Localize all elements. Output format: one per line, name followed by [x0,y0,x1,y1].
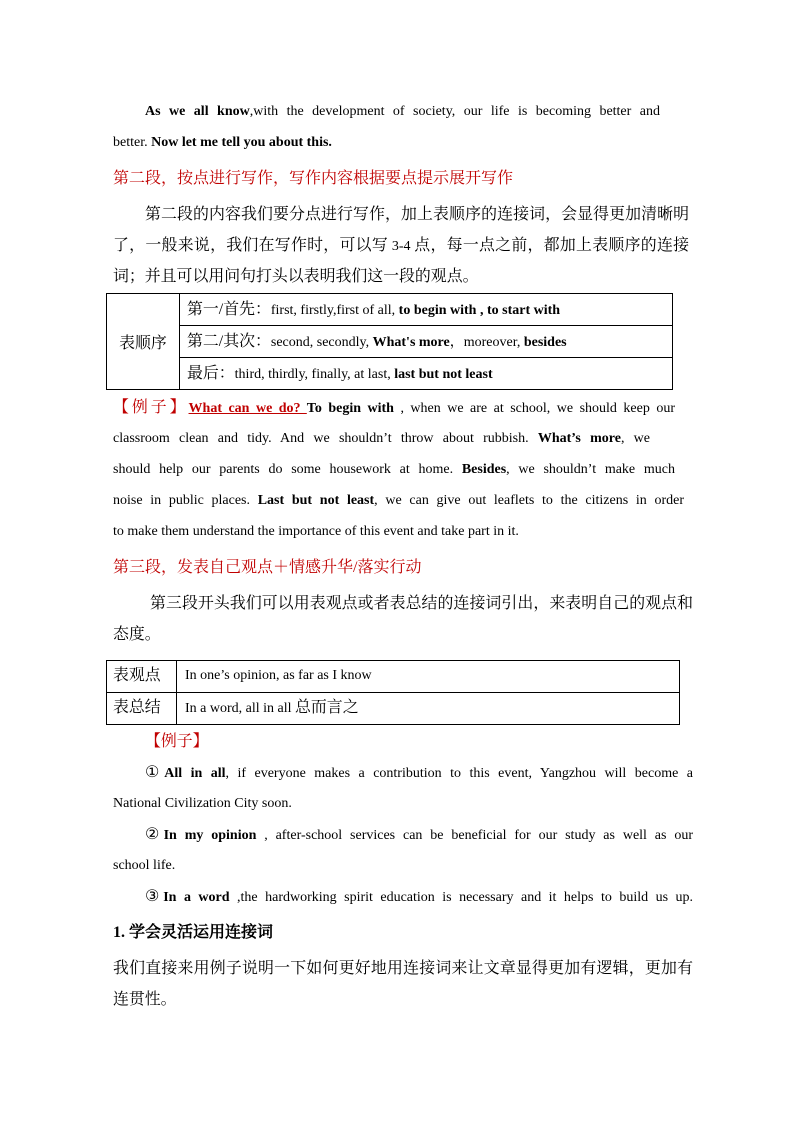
example-text: , when we are at school, we should keep our [393,400,675,416]
example-bold-connector: All in all [164,765,226,781]
order-row-last [180,357,672,389]
example-bold-connector: To begin with [306,400,394,416]
intro-line-2 [113,127,693,158]
section3-example-1-continued: National Civilization City soon. [113,795,292,811]
order-row-bold-words: last but not least [394,367,493,382]
example-bold-connector: What’s more [537,430,621,446]
example-number-marker: ② [145,825,164,843]
order-row-first [180,294,672,325]
section2-point-count: 3-4 [388,239,415,254]
section2-example-line-5: to make them understand the importance of this event and take part in it. [113,523,519,539]
section3-example-2-continued: school life. [113,857,176,873]
order-row-bold-words: to begin with , to start with [398,303,561,318]
intro-line-1 [113,96,693,127]
section2-text-line-3: 词；并且可以用问句打头以表明我们这一段的观点。 [113,268,479,285]
example-text: should help our parents do some housework at home. [113,461,462,477]
order-row-words: first, firstly,first of all, [270,303,399,318]
example-text: , we shouldn’t make much [506,461,675,477]
order-row-words: second, secondly, [270,335,373,350]
section2-text-line-2 [113,230,693,261]
document-page [113,96,693,1015]
order-row-bold-words: besides [523,335,567,350]
order-words-table [106,293,673,390]
example-question: What can we do? [188,400,307,416]
example-text: classroom clean and tidy. And we shouldn’t throw about rubbish. [113,430,538,446]
summary-words: In a word, all in all [185,701,296,716]
section3-heading: 第三段，发表自己观点＋情感升华/落实行动 [113,558,422,576]
summary-row-label: 表总结 [107,693,177,724]
section2-example-line-1 [113,392,693,423]
section2-example-line-2 [113,423,693,454]
example-text: ,the hardworking spirit education is necessary and it helps to build us up. [229,889,693,905]
example-text: , we can give out leaflets to the citizens in order [374,492,684,508]
opinion-words: In one’s opinion, as far as I know [185,668,372,683]
opinion-row [107,661,679,692]
opinion-row-words [177,661,679,692]
section2-example-line-3 [113,454,693,485]
example-bold-connector: Last but not least [257,492,375,508]
order-row-second [180,325,672,357]
summary-row [107,692,679,724]
intro-text: ,with the development of society, our life is becoming better and [249,104,660,119]
example-bold-connector: Besides [461,461,507,477]
order-category-cell: 表顺序 [107,294,180,389]
example-text: noise in public places. [113,492,258,508]
section4-text-line-1: 我们直接来用例子说明一下如何更好地用连接词来让文章显得更加有逻辑，更加有 [113,959,693,977]
section3-text-line-1: 第三段开头我们可以用表观点或者表总结的连接词引出，来表明自己的观点和 [150,594,693,612]
order-row-bold-words: What's more [372,335,450,350]
section3-text-line-2: 态度。 [113,625,161,643]
section2-example-line-4 [113,485,693,516]
section2-text-part: 了，一般来说，我们在写作时，可以写 [113,237,389,254]
section2-heading: 第二段，按点进行写作，写作内容根据要点提示展开写作 [113,170,514,187]
opinion-summary-table [106,660,680,725]
section4-text-line-2: 连贯性。 [113,990,177,1008]
section3-example-2 [113,819,693,850]
section3-example-tag: 【例子】 [145,732,209,750]
example-text: , if everyone makes a contribution to this event, Yangzhou will become a [225,765,693,781]
section2-text-part: 点，每一点之前，都加上表顺序的连接 [414,237,690,254]
order-row-label: 第二/其次： [187,333,271,350]
example-tag: 【例子】 [113,398,189,416]
example-number-marker: ③ [145,887,164,905]
intro-text-continued: better. [113,135,152,150]
section3-example-1 [113,757,693,788]
order-rows [180,294,672,389]
order-row-label: 最后： [187,365,235,382]
order-row-words: third, thirdly, finally, at last, [234,367,395,382]
summary-words-chinese: 总而言之 [295,699,359,716]
section4-heading: 1. 学会灵活运用连接词 [113,923,274,941]
intro-bold-sentence: Now let me tell you about this. [151,135,332,150]
summary-row-words [177,693,679,724]
order-row-label: 第一/首先： [187,301,271,318]
opinion-row-label: 表观点 [107,661,177,692]
section2-text-line-1: 第二段的内容我们要分点进行写作，加上表顺序的连接词，会显得更加清晰明 [145,206,689,223]
example-text: , after-school services can be beneficial for our study as well as our [256,827,693,843]
example-bold-connector: In a word [163,889,230,905]
example-text: , we [620,430,650,446]
section3-example-3 [113,881,693,912]
intro-bold-phrase: As we all know [145,104,250,119]
example-bold-connector: In my opinion [163,827,257,843]
order-row-words: ，moreover, [449,335,524,350]
example-number-marker: ① [145,763,165,781]
